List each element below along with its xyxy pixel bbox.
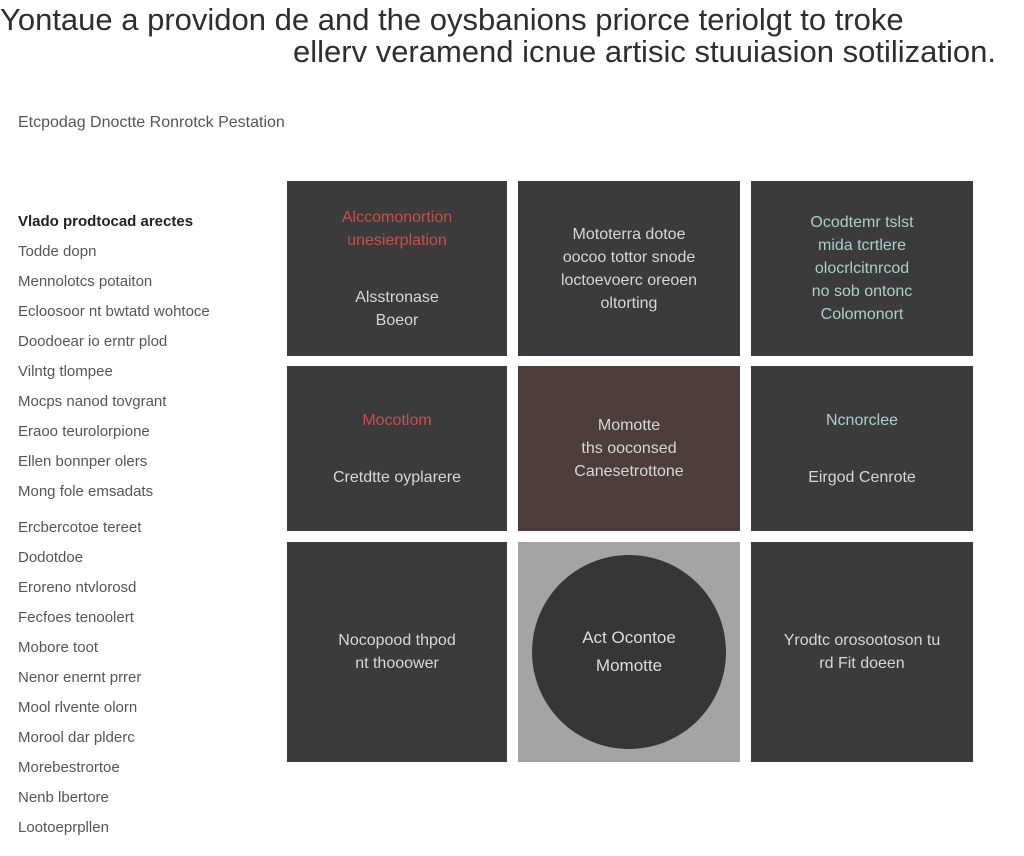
sidebar-item: Mool rlvente olorn <box>18 699 138 716</box>
cell-text: Colomonort <box>820 306 904 323</box>
sidebar-item: Ellen bonnper olers <box>18 453 148 470</box>
sidebar-item: Fecfoes tenoolert <box>18 609 134 626</box>
heading-line-1: Yontaue a providon de and the oysbanions priorce teriolgt to troke <box>0 2 904 37</box>
grid-cell-r2c1 <box>287 366 507 531</box>
sidebar-item: Morool dar plderc <box>18 729 135 746</box>
cell-text: nt thooower <box>355 655 439 672</box>
cell-title: Alccomonortion <box>341 208 453 226</box>
sidebar-item: Nenor enernt prrer <box>18 669 142 686</box>
subheading: Etcpodag Dnoctte Ronrotck Pestation <box>18 114 285 131</box>
grid-cell-r3c3 <box>751 542 973 762</box>
cell-text: no sob ontonc <box>811 283 913 300</box>
center-circle <box>532 555 726 749</box>
cell-title: unesierplation <box>347 231 447 249</box>
sidebar-item: Vilntg tlompee <box>18 363 113 380</box>
sidebar-item: Mobore toot <box>18 639 99 656</box>
cell-text: loctoevoerc oreoen <box>560 271 698 289</box>
grid-cell-r3c2 <box>518 542 740 762</box>
sidebar-item: Nenb lbertore <box>18 789 109 806</box>
cell-text: Canesetrottone <box>574 463 684 480</box>
sidebar-item: Dodotdoe <box>18 549 84 566</box>
sidebar-item: Mocps nanod tovgrant <box>18 393 167 410</box>
cell-text: Boeor <box>375 311 419 329</box>
cell-text: Cretdtte oyplarere <box>332 468 462 486</box>
sidebar-list <box>18 207 280 843</box>
grid-cell-r1c1 <box>287 181 507 356</box>
sidebar-item: Mennolotcs potaiton <box>18 273 153 290</box>
grid-cell-r1c3 <box>751 181 973 356</box>
cell-text: ths ooconsed <box>581 440 677 457</box>
grid-cell-r2c3 <box>751 366 973 531</box>
sidebar-item: Todde dopn <box>18 243 97 260</box>
cell-text: rd Fit doeen <box>819 655 905 672</box>
cell-text: mida tcrtlere <box>817 237 907 254</box>
grid-cell-r2c2 <box>518 366 740 531</box>
circle-title: Act Ocontoe <box>582 628 676 647</box>
cell-title: Mocotlom <box>362 411 432 429</box>
sidebar-item: Ercbercotoe tereet <box>18 519 142 536</box>
sidebar-item: Doodoear io erntr plod <box>18 333 168 350</box>
grid-cell-r1c2 <box>518 181 740 356</box>
cell-text: Yrodtc orosootoson tu <box>783 632 941 649</box>
sidebar-item: Morebestrortoe <box>18 759 120 776</box>
sidebar-item: Lootoeprpllen <box>18 819 109 836</box>
cell-title: Ncnorclee <box>825 411 899 429</box>
sidebar-item: Eraoo teurolorpione <box>18 423 150 440</box>
circle-text: Momotte <box>595 656 663 675</box>
cell-title: Momotte <box>597 417 661 434</box>
sidebar-item: Mong fole emsadats <box>18 483 154 500</box>
cell-text: Alsstronase <box>355 288 439 306</box>
cell-text: oltorting <box>600 294 658 312</box>
cell-title: Ocodtemr tslst <box>810 214 914 231</box>
cell-text: Eirgod Cenrote <box>808 468 916 486</box>
cell-text: oocoo tottor snode <box>562 248 696 266</box>
cell-text: Nocopood thpod <box>338 632 456 649</box>
sidebar-item: Ecloosoor nt bwtatd wohtoce <box>18 303 210 320</box>
grid-cell-r3c1 <box>287 542 507 762</box>
diagram-grid <box>287 181 973 762</box>
cell-title: Mototerra dotoe <box>572 225 686 243</box>
sidebar-title: Vlado prodtocad arectes <box>18 213 194 230</box>
heading-line-2: ellerv veramend icnue artisic stuuiasion sotilization. <box>293 34 996 69</box>
sidebar-item: Eroreno ntvlorosd <box>18 579 137 596</box>
cell-text: olocrlcitnrcod <box>814 260 910 277</box>
